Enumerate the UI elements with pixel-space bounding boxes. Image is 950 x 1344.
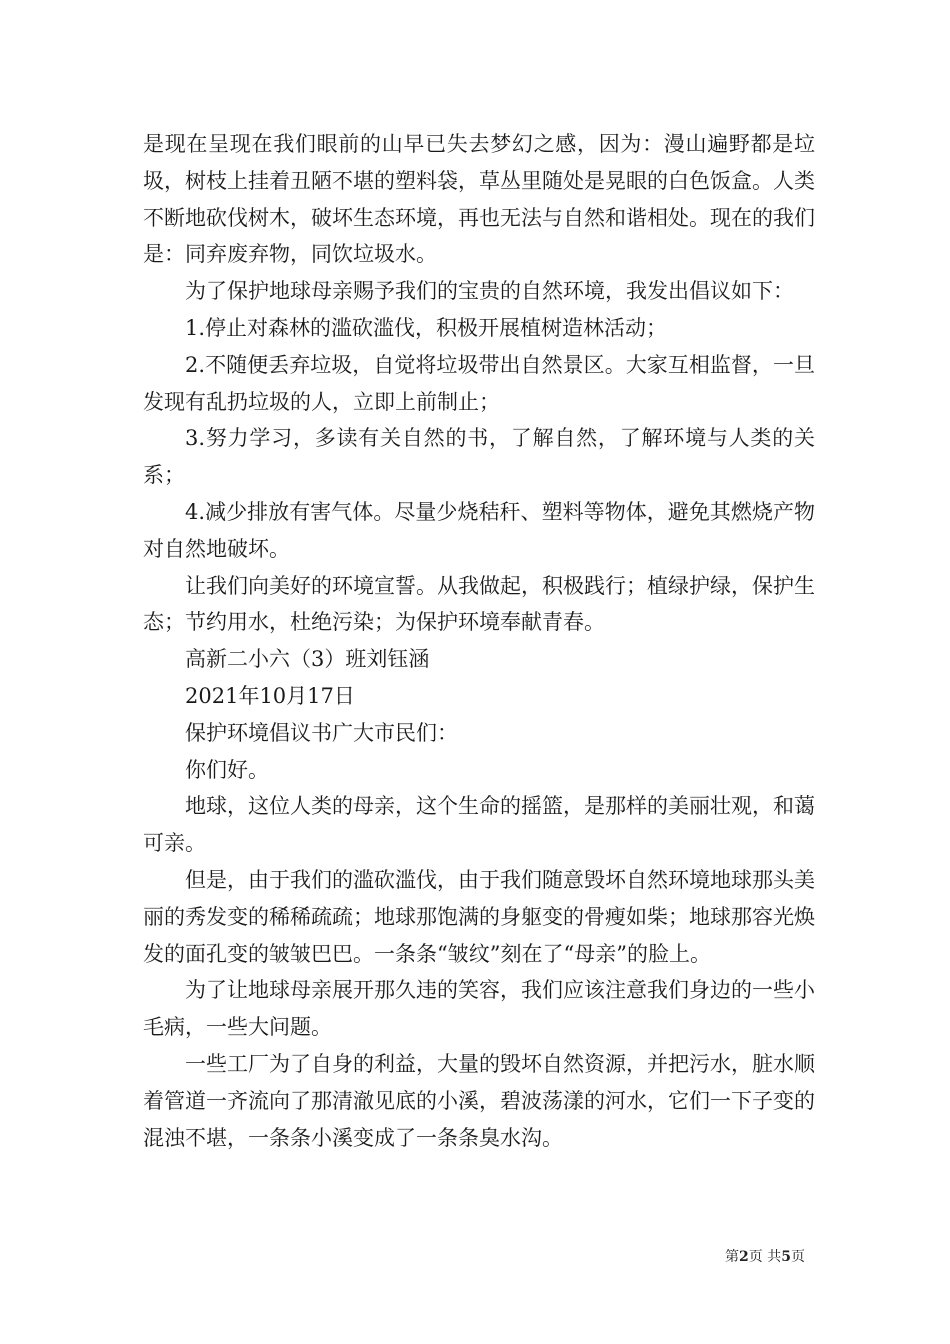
footer-suffix: 页 <box>791 1249 805 1265</box>
paragraph: 但是，由于我们的滥砍滥伐，由于我们随意毁坏自然环境地球那头美丽的秀发变的稀稀疏疏；地球那饱满的身躯变的骨瘦如柴；地球那容光焕发的面孔变的皱皱巴巴。一条条“皱纹”刻在了“母亲”的脸上。 <box>143 867 815 966</box>
paragraph: 2.不随便丢弃垃圾，自觉将垃圾带出自然景区。大家互相监督，一旦发现有乱扔垃圾的人，立即上前制止； <box>143 352 815 414</box>
page-footer <box>725 1246 805 1266</box>
paragraph: 地球，这位人类的母亲，这个生命的摇篮，是那样的美丽壮观，和蔼可亲。 <box>143 794 815 856</box>
footer-middle: 页 共 <box>748 1249 782 1265</box>
paragraph: 一些工厂为了自身的利益，大量的毁坏自然资源，并把污水，脏水顺着管道一齐流向了那清澈见底的小溪，碧波荡漾的河水，它们一下子变的混浊不堪，一条条小溪变成了一条条臭水沟。 <box>143 1051 815 1150</box>
paragraph: 2021年10月17日 <box>185 683 355 708</box>
paragraph: 高新二小六（3）班刘钰涵 <box>185 647 430 672</box>
paragraph: 保护环境倡议书广大市民们： <box>185 720 458 745</box>
current-page-number: 2 <box>739 1249 749 1265</box>
document-body <box>143 126 815 1156</box>
paragraph: 你们好。 <box>185 757 269 782</box>
paragraph: 1.停止对森林的滥砍滥伐，积极开展植树造林活动； <box>185 315 668 340</box>
total-page-count: 5 <box>781 1249 791 1265</box>
paragraph: 4.减少排放有害气体。尽量少烧秸秆、塑料等物体，避免其燃烧产物对自然地破坏。 <box>143 499 815 561</box>
footer-prefix: 第 <box>725 1249 740 1265</box>
paragraph: 是现在呈现在我们眼前的山早已失去梦幻之感，因为：漫山遍野都是垃圾，树枝上挂着丑陋不堪的塑料袋，草丛里随处是晃眼的白色饭盒。人类不断地砍伐树木，破坏生态环境，再也无法与自然和谐相处。现在的我们是：同弃废弃物，同饮垃圾水。 <box>143 132 815 267</box>
paragraph: 为了让地球母亲展开那久违的笑容，我们应该注意我们身边的一些小毛病，一些大问题。 <box>143 978 815 1040</box>
paragraph: 让我们向美好的环境宣誓。从我做起，积极践行；植绿护绿，保护生态；节约用水，杜绝污染；为保护环境奉献青春。 <box>143 573 815 635</box>
paragraph: 3.努力学习，多读有关自然的书，了解自然，了解环境与人类的关系； <box>143 426 815 488</box>
paragraph: 为了保护地球母亲赐予我们的宝贵的自然环境，我发出倡议如下： <box>185 279 794 304</box>
